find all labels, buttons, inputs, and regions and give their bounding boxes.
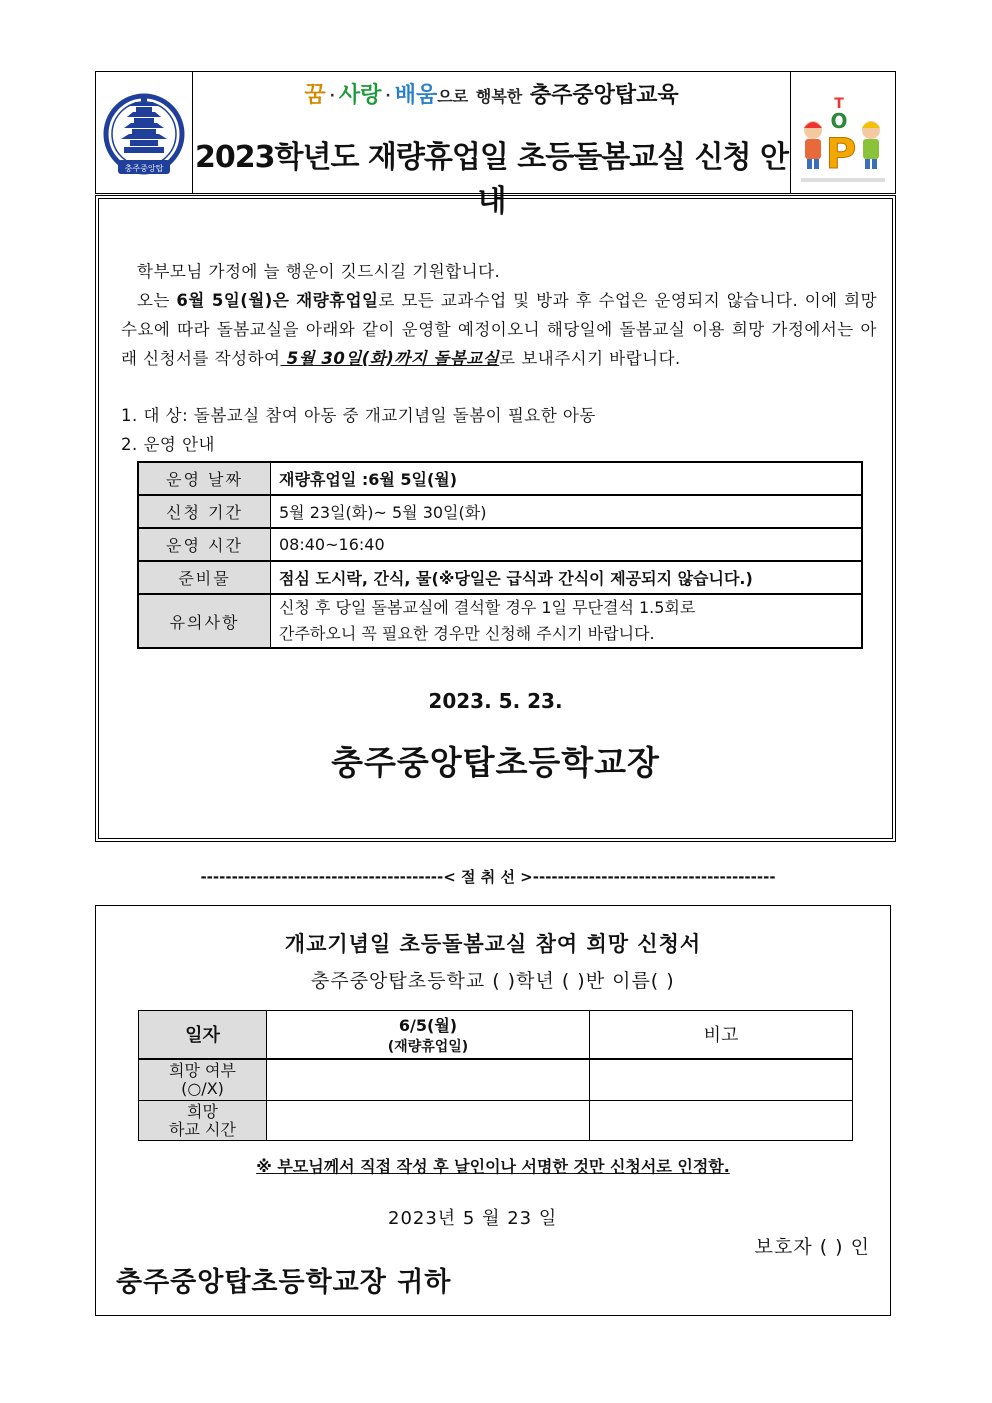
table-row — [138, 495, 862, 528]
slogan-particle: 으로 — [437, 87, 469, 106]
info-value — [271, 594, 863, 648]
info-key: 신청 기간 — [138, 495, 271, 528]
slogan-word-love: 사랑 — [338, 83, 382, 108]
notice-body-part: 로 보내주시기 바랍니다. — [499, 349, 681, 368]
slogan-happy: 행복한 — [475, 87, 523, 106]
col-day-header — [267, 1011, 590, 1059]
top-mascot-icon — [791, 72, 895, 193]
form-school-line: 충주중앙탑초등학교 ( )학년 ( )반 이름( ) — [311, 970, 675, 992]
wish-note-cell[interactable] — [590, 1059, 853, 1101]
notice-inner-border — [98, 198, 893, 839]
notice-date: 2023. 5. 23. — [428, 689, 563, 713]
mascot-letter-p: P — [825, 129, 857, 178]
logo-text: 충주중앙탑 — [124, 164, 164, 173]
info-value: 5월 23일(화)~ 5월 30일(화) — [271, 495, 863, 528]
principal-signature: 충주중앙탑초등학교장 — [331, 743, 660, 782]
time-input-cell[interactable] — [267, 1101, 590, 1141]
application-table — [138, 1010, 853, 1141]
greeting-text: 학부모님 가정에 늘 행운이 깃드시길 기원합니다. — [137, 262, 501, 281]
col-date-header: 일자 — [139, 1011, 267, 1059]
row-time-header — [139, 1101, 267, 1141]
table-row — [138, 594, 862, 648]
notice-box — [95, 195, 896, 842]
guardian-signature: 보호자 ( ) 인 — [754, 1236, 870, 1258]
wish-input-cell[interactable] — [267, 1059, 590, 1101]
item-operation: 2. 운영 안내 — [121, 435, 215, 454]
col-day-label: 6/5(월) — [398, 1015, 458, 1035]
col-note-header: 비고 — [590, 1011, 853, 1059]
notice-paragraph — [121, 257, 877, 373]
info-value-line: 신청 후 당일 돌봄교실에 결석할 경우 1일 무단결석 1.5회로 — [279, 598, 696, 617]
row-wish-header — [139, 1059, 267, 1101]
col-day-sub: (재량휴업일) — [387, 1038, 469, 1055]
form-note: ※ 부모님께서 직접 작성 후 날인이나 서명한 것만 신청서로 인정함. — [256, 1157, 730, 1176]
notice-body-text — [121, 286, 877, 373]
table-row — [138, 528, 862, 561]
table-row — [138, 462, 862, 495]
row-wish-sub: (○/X) — [181, 1078, 224, 1098]
info-key: 운영 날짜 — [138, 462, 271, 495]
row-wish-label: 희망 여부 — [169, 1060, 236, 1080]
item-target: 1. 대 상: 돌봄교실 참여 아동 중 개교기념일 돌봄이 필요한 아동 — [121, 406, 596, 425]
operation-info-table — [137, 461, 863, 649]
mascot-cell — [790, 72, 895, 193]
time-note-cell[interactable] — [590, 1101, 853, 1141]
notice-holiday-date: 6월 5일(월)은 재량휴업일 — [176, 291, 379, 310]
table-row — [139, 1059, 853, 1101]
school-logo-cell — [96, 72, 193, 193]
notice-body-part: 로 모든 교과수업 및 방과 후 수업은 운영되지 않습니다. 이에 희망 수요에 따라 돌봄교실을 아래와 같이 운영할 예정이오니 해당일에 돌봄교실 이용 희망 가정에서는 아래 신청서를 작성하여 — [121, 291, 878, 368]
cut-line: ---------------------------------------< 절 취 선 >--------------------------------------- — [200, 868, 776, 886]
table-row — [138, 561, 862, 594]
info-key: 유의사항 — [138, 594, 271, 648]
mascot-letter-t: T — [834, 96, 844, 112]
row-time-label: 희망 — [187, 1101, 218, 1121]
document-header — [95, 71, 896, 219]
table-row — [139, 1101, 853, 1141]
slogan-brand: 충주중앙탑교육 — [529, 83, 679, 108]
slogan-word-dream: 꿈 — [304, 83, 326, 108]
info-value: 재량휴업일 :6월 5일(월) — [271, 462, 863, 495]
info-value: 점심 도시락, 간식, 물(※당일은 급식과 간식이 제공되지 않습니다.) — [271, 561, 863, 594]
form-date: 2023년 5 월 23 일 — [388, 1208, 558, 1229]
info-value: 08:40~16:40 — [271, 528, 863, 561]
school-logo-icon — [96, 72, 192, 193]
mascot-letter-o: O — [830, 109, 848, 133]
form-addressee: 충주중앙탑초등학교장 귀하 — [116, 1267, 452, 1298]
slogan-word-learning: 배움 — [394, 83, 438, 108]
slogan-dot: · — [385, 88, 391, 104]
table-row — [139, 1011, 853, 1059]
document-title: 2023학년도 재량휴업일 초등돌봄교실 신청 안내 — [195, 140, 788, 219]
form-title: 개교기념일 초등돌봄교실 참여 희망 신청서 — [284, 932, 702, 956]
application-form — [95, 905, 891, 1316]
info-key: 운영 시간 — [138, 528, 271, 561]
slogan-dot: · — [329, 88, 335, 104]
row-time-sub: 하교 시간 — [169, 1119, 236, 1139]
slogan — [192, 78, 791, 109]
info-key: 준비물 — [138, 561, 271, 594]
info-value-line: 간주하오니 꼭 필요한 경우만 신청해 주시기 바랍니다. — [279, 624, 655, 643]
notice-deadline: 5월 30일(화)까지 돌봄교실 — [280, 349, 500, 368]
notice-body-part: 오는 — [137, 291, 177, 310]
